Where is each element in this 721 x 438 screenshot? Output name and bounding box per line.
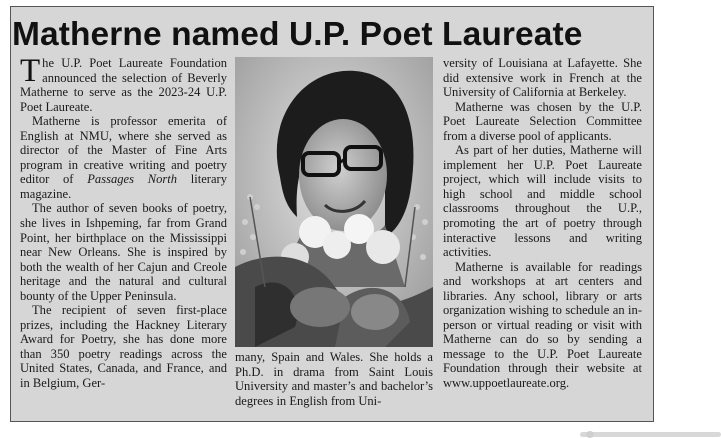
article-column-3 [443,56,642,391]
paragraph-7: Matherne was chosen by the U.P. Poet Laureate Selection Committee from a diverse pool of applicants. [443,99,642,143]
article-headline: Matherne named U.P. Poet Laureate [12,16,583,53]
paragraph-3: The author of seven books of poetry, she lives in Ishpeming, far from Grand Point, her birthplace on the Mississippi near New Orleans. She is inspired by both the wealth of her Cajun and Creole heritage and the natural and cultural bounty of the Upper Peninsula. [20,201,227,303]
paragraph-5: many, Spain and Wales. She holds a Ph.D. in drama from Saint Louis University and master’s and bachelor’s degrees in English from Uni- [235,350,433,408]
paragraph-2 [20,114,227,201]
paragraph-9: Matherne is available for readings and workshops at art centers and libraries. Any school, library or arts organization wishing to schedule an in-person or virtual reading or visit with Matherne can do so by sending a message to the U.P. Poet Laureate Foundation through their website at www.uppoetlaureate.org. [443,259,642,391]
paragraph-2-text-a: Matherne is professor emerita of English at NMU, where she served as director of the Master of Fine Arts program in creative writing and poetry editor of [20,114,227,187]
drop-cap: T [20,53,41,89]
paragraph-6: versity of Louisiana at Lafayette. She did extensive work in French at the University of California at Berkeley. [443,56,642,100]
scrollbar-handle-icon[interactable] [586,431,594,438]
paragraph-8: As part of her duties, Matherne will implement her U.P. Poet Laureate project, which will include visits to high school and middle school classrooms throughout the U.P., promoting the art of poetry through interactive lessons and writing activities. [443,143,642,260]
paragraph-1 [20,53,227,114]
paragraph-4: The recipient of seven first-place prizes, including the Hackney Literary Award for Poetry, she has done more than 350 poetry readings across the United States, Canada, and France, and in Belgium, Ger- [20,303,227,391]
article-column-2 [235,350,433,408]
paragraph-2-text-b: literary magazine. [20,172,227,201]
magazine-title: Passages North [87,172,177,187]
portrait-photo [235,57,433,347]
horizontal-scrollbar-thumb[interactable] [580,432,721,437]
article-column-1 [20,53,227,391]
paragraph-1-text: he U.P. Poet Laureate Foundation announced the selection of Beverly Matherne to serve as the 2023-24 U.P. Poet Laureate. [20,56,227,114]
portrait-photo-icon [235,57,433,347]
